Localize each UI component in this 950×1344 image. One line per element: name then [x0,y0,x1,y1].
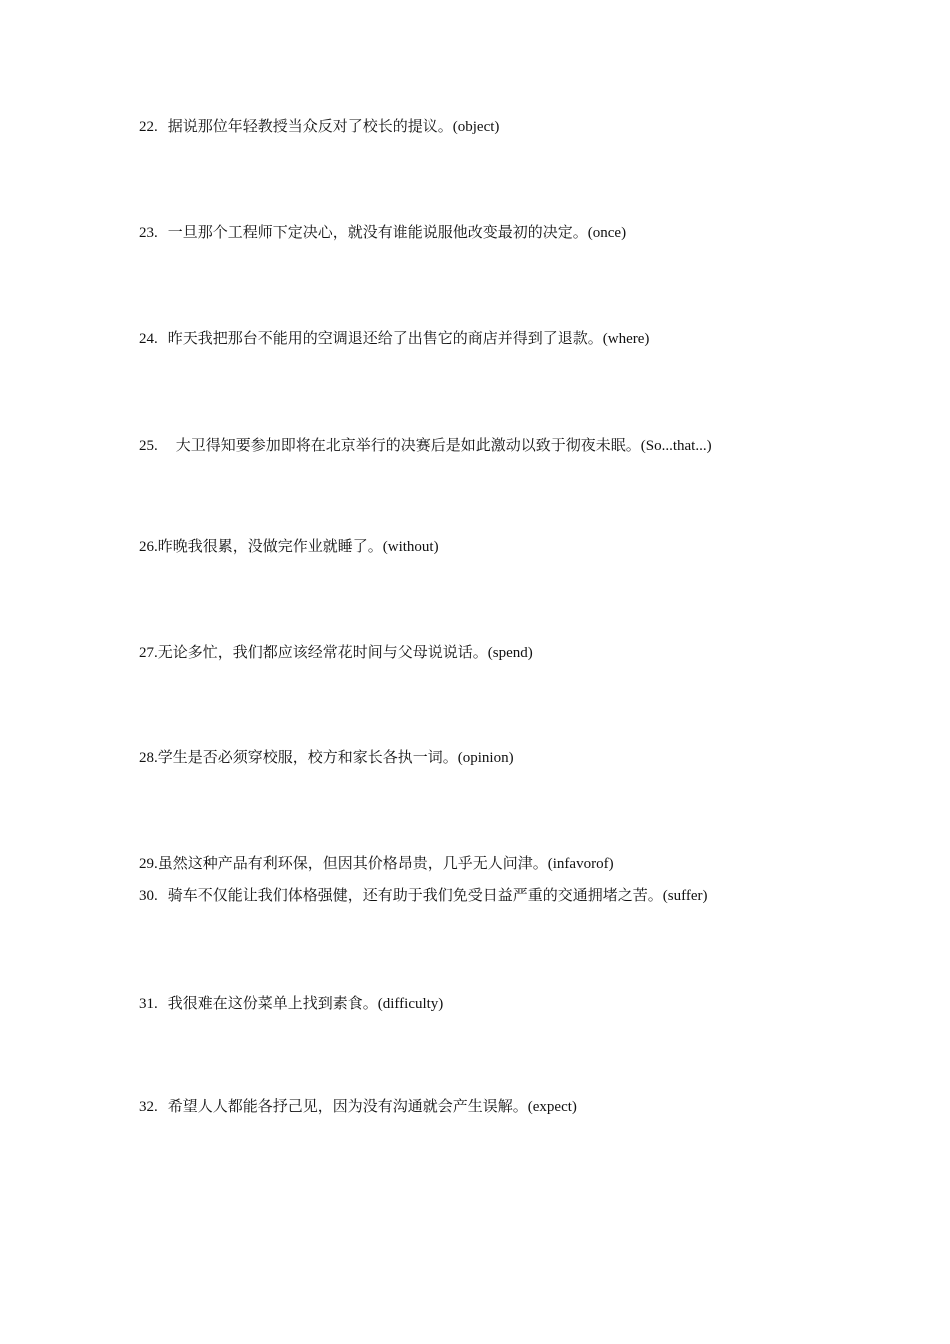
question-25 [139,436,712,456]
question-number: 26. [139,539,158,555]
question-number: 32. [139,1099,158,1115]
question-text: 据说那位年轻教授当众反对了校长的提议。 [167,119,453,135]
question-22 [139,117,499,137]
question-30 [139,886,707,906]
question-23 [139,223,626,243]
question-text: 虽然这种产品有利环保，但因其价格昂贵，几乎无人问津。 [157,856,548,872]
question-number: 23. [139,225,158,241]
question-hint: (So...that...) [640,438,712,454]
question-number: 29. [139,856,158,872]
question-number: 27. [139,645,158,661]
question-text: 希望人人都能各抒己见，因为没有沟通就会产生误解。 [167,1099,528,1115]
question-text: 骑车不仅能让我们体格强健，还有助于我们免受日益严重的交通拥堵之苦。 [167,888,663,904]
question-number: 22. [139,119,158,135]
question-hint: (spend) [487,645,533,661]
question-number: 31. [139,996,158,1012]
question-hint: (suffer) [662,888,708,904]
question-27 [139,643,533,663]
question-hint: (opinion) [457,750,514,766]
question-number: 28. [139,750,158,766]
question-text: 我很难在这份菜单上找到素食。 [167,996,378,1012]
question-24 [139,329,649,349]
question-number: 24. [139,331,158,347]
question-hint: (once) [587,225,627,241]
question-hint: (infavorof) [547,856,614,872]
question-text: 一旦那个工程师下定决心，就没有谁能说服他改变最初的决定。 [167,225,588,241]
question-text: 昨晚我很累，没做完作业就睡了。 [157,539,383,555]
question-32 [139,1097,577,1117]
question-31 [139,994,443,1014]
question-29 [139,854,614,874]
question-text: 无论多忙，我们都应该经常花时间与父母说说话。 [157,645,488,661]
question-hint: (object) [452,119,500,135]
question-number: 30. [139,888,158,904]
question-28 [139,748,514,768]
question-26 [139,537,439,557]
question-text: 大卫得知要参加即将在北京举行的决赛后是如此激动以致于彻夜未眠。 [175,438,641,454]
question-number: 25. [139,438,158,454]
question-hint: (without) [382,539,439,555]
question-hint: (where) [602,331,650,347]
question-hint: (difficulty) [377,996,444,1012]
question-text: 昨天我把那台不能用的空调退还给了出售它的商店并得到了退款。 [167,331,603,347]
question-text: 学生是否必须穿校服，校方和家长各执一词。 [157,750,458,766]
question-hint: (expect) [527,1099,577,1115]
